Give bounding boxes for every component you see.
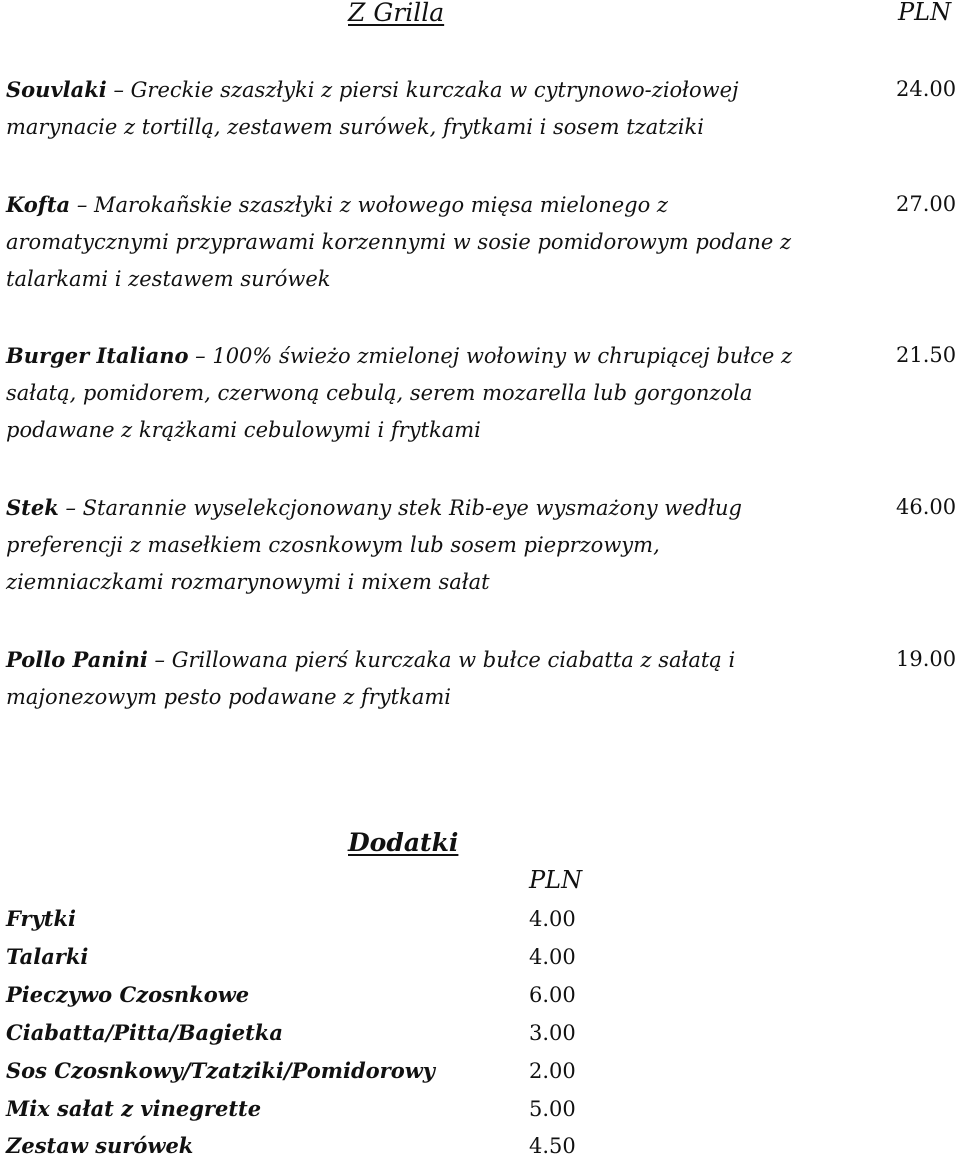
grill-title: Z Grilla xyxy=(348,0,445,27)
side-item-price: 4.00 xyxy=(529,907,576,931)
side-item-name: Talarki xyxy=(6,944,89,969)
menu-item-stek xyxy=(6,489,806,601)
side-item-price: 6.00 xyxy=(529,983,576,1007)
side-item-name: Sos Czosnkowy/Tzatziki/Pomidorowy xyxy=(6,1058,435,1083)
menu-item-name: Pollo Panini xyxy=(6,647,148,672)
menu-item-price: 19.00 xyxy=(896,647,957,671)
side-item-price: 3.00 xyxy=(529,1021,576,1045)
menu-item-kofta xyxy=(6,186,806,298)
menu-item-description: Marokañskie szaszłyki z wołowego mięsa mielonego z aromatycznymi przyprawami korzennymi w sosie pomidorowym podane z talarkami i zestawem surówek xyxy=(6,193,792,291)
menu-item-pollo-panini xyxy=(6,641,806,716)
menu-item-price: 46.00 xyxy=(896,495,957,519)
side-item-price: 4.00 xyxy=(529,945,576,969)
menu-item-dash: – xyxy=(147,648,172,672)
menu-item-souvlaki xyxy=(6,71,806,146)
side-item-name: Mix sałat z vinegrette xyxy=(6,1096,262,1121)
grill-currency-header: PLN xyxy=(898,0,952,26)
menu-item-name: Burger Italiano xyxy=(6,343,189,368)
side-item-name: Pieczywo Czosnkowe xyxy=(6,982,250,1007)
side-item-name: Ciabatta/Pitta/Bagietka xyxy=(6,1020,283,1045)
menu-item-price: 27.00 xyxy=(896,192,957,216)
menu-item-price: 24.00 xyxy=(896,77,957,101)
menu-item-description: Starannie wyselekcjonowany stek Rib-eye wysmażony według preferencji z masełkiem czosnkowym lub sosem pieprzowym, ziemniaczkami rozmarynowymi i mixem sałat xyxy=(6,496,742,594)
menu-item-description: Greckie szaszłyki z piersi kurczaka w cytrynowo-ziołowej marynacie z tortillą, zestawem surówek, frytkami i sosem tzatziki xyxy=(6,78,739,139)
side-item-price: 4.50 xyxy=(529,1134,576,1158)
side-item-price: 5.00 xyxy=(529,1097,576,1121)
side-item-name: Frytki xyxy=(6,906,77,931)
sides-currency-header: PLN xyxy=(529,866,583,894)
side-item-name: Zestaw surówek xyxy=(6,1133,194,1158)
menu-item-dash: – xyxy=(188,344,213,368)
menu-item-price: 21.50 xyxy=(896,343,957,367)
menu-item-dash: – xyxy=(106,78,131,102)
sides-title: Dodatki xyxy=(348,828,459,857)
menu-item-burger-italiano xyxy=(6,337,806,449)
menu-item-dash: – xyxy=(70,193,94,217)
menu-item-description: Grillowana pierś kurczaka w bułce ciabatta z sałatą i majonezowym pesto podawane z frytkami xyxy=(6,648,736,709)
side-item-price: 2.00 xyxy=(529,1059,576,1083)
menu-item-description: 100% świeżo zmielonej wołowiny w chrupiącej bułce z sałatą, pomidorem, czerwoną cebulą, serem mozarella lub gorgonzola podawane z krążkami cebulowymi i frytkami xyxy=(6,344,793,442)
menu-item-dash: – xyxy=(58,496,83,520)
menu-item-name: Stek xyxy=(6,495,59,520)
menu-item-name: Kofta xyxy=(6,192,71,217)
menu-item-name: Souvlaki xyxy=(6,77,107,102)
